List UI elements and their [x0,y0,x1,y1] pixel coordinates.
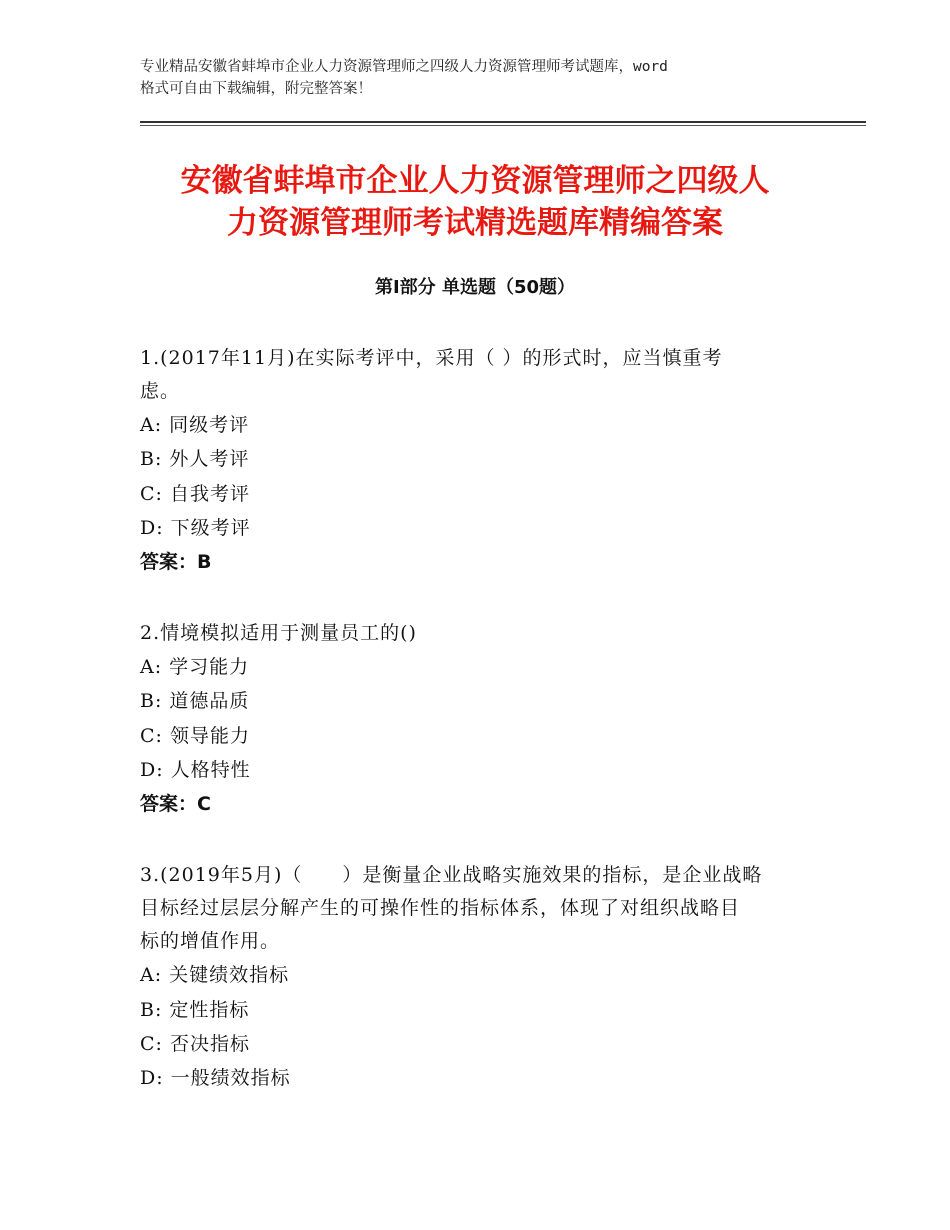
option-c: C: 领导能力 [140,724,250,747]
page-header [140,56,830,100]
option-c: C: 自我考评 [140,482,250,505]
option-b: B: 道德品质 [140,690,250,713]
option-a: A: 学习能力 [140,656,250,679]
option-a: A: 同级考评 [140,414,250,436]
option-b: B: 外人考评 [140,448,250,471]
option-c: C: 否决指标 [140,1032,250,1055]
header-divider-thick [140,121,866,123]
question-text-line: 虑。 [140,380,181,402]
option-a: A: 关键绩效指标 [140,964,290,987]
question-text-line: 标的增值作用。 [140,930,281,953]
header-line-2: 格式可自由下载编辑，附完整答案！ [140,81,372,97]
header-line-1: 专业精品安徽省蚌埠市企业人力资源管理师之四级人力资源管理师考试题库，word [140,59,668,75]
document-title [120,160,830,244]
option-d: D: 一般绩效指标 [140,1067,291,1090]
section-title: 第Ⅰ部分 单选题（50题） [374,277,575,298]
question-1 [140,342,810,579]
option-d: D: 下级考评 [140,516,251,539]
title-line-1: 安徽省蚌埠市企业人力资源管理师之四级人 [180,163,770,199]
question-3 [140,859,810,1095]
answer: 答案：C [140,793,211,816]
option-d: D: 人格特性 [140,759,251,782]
question-text-line: 1.(2017年11月)在实际考评中，采用（ ）的形式时，应当慎重考 [140,347,723,369]
question-text-line: 目标经过层层分解产生的可操作性的指标体系，体现了对组织战略目 [140,897,741,920]
answer: 答案：B [140,551,212,574]
header-divider-thin [140,125,866,126]
option-b: B: 定性指标 [140,998,250,1021]
question-list [140,342,810,1134]
question-text-line: 3.(2019年5月)（ ）是衡量企业战略实施效果的指标，是企业战略 [140,864,763,887]
question-2 [140,617,810,821]
title-line-2: 力资源管理师考试精选题库精编答案 [227,205,723,241]
question-text-line: 2.情境模拟适用于测量员工的() [140,622,417,645]
